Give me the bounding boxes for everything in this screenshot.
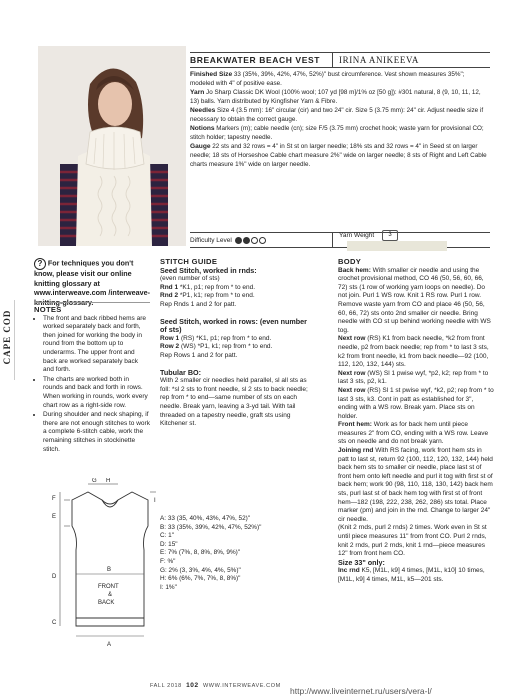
page-number: 102	[186, 682, 199, 689]
spec-gauge: Gauge 22 sts and 32 rows = 4" in St st on larger needle; 18% sts and 32 rows = 4" in Seed st on larger needle; 18 sts of Horseshoe Cable chart measure 2%" wide on larger needle; 8 sts of Right and Left Cable charts measure 1%" wide on larger needle.	[190, 143, 487, 168]
spec-notions: Notions Markers (m); cable needle (cn); size F/5 (3.75 mm) crochet hook; waste yarn for provisional CO; stitch holder; tapestry needle.	[190, 125, 484, 141]
model-photo	[38, 46, 186, 246]
measurement: E: 7% (7%, 8, 8%, 8%, 9%)"	[160, 549, 241, 557]
body-paragraph: Joining rnd With RS facing, work front hem sts in patt to last st, return 92 (100, 112, 120, 132, 144) held back hem sts to smaller cir needle, place last st of front hem onto left needle and purl it tog with first st of back hem; work 90 (98, 110, 118, 130, 142) back hem sts, purl last st of back hem tog with first st of front hem—182 (198, 222, 238, 262, 286) sts total. Place marker (pm) and join in the rnd. Change to larger 24" cir needle.	[338, 447, 493, 523]
yarn-weight-icon: 3	[382, 230, 398, 241]
page-footer	[150, 682, 281, 689]
pattern-title-bar	[190, 52, 490, 68]
measurement: H: 6% (6%, 7%, 7%, 8, 8%)"	[160, 575, 241, 583]
designer-name: IRINA ANIKEEVA	[339, 55, 419, 65]
spec-finished-size: Finished Size 33 (35%, 39%, 42%, 47%, 52%)" bust circumference. Vest shown measures 35%"; modeled with 4" of positive ease.	[190, 71, 465, 87]
body-paragraph: Inc rnd K5, [M1L, k9] 4 times, [M1L, k10] 10 times, [M1L, k9] 4 times, M1L, k5—201 sts.	[338, 567, 485, 583]
seed-rnds-sub: (even number of sts)	[160, 275, 220, 283]
footer-site: WWW.INTERWEAVE.COM	[203, 683, 281, 689]
schematic-letter: E	[52, 514, 57, 520]
notes-title: NOTES	[34, 305, 62, 314]
seed-row-line: Row 1 (RS) *K1, p1; rep from * to end.	[160, 334, 272, 342]
difficulty-dot-empty-icon	[251, 237, 258, 244]
seed-rows-title: Seed Stitch, worked in rows: (even number of sts)	[160, 316, 307, 335]
difficulty-level: Difficulty Level	[190, 233, 333, 247]
schematic-letter: H	[106, 478, 111, 484]
body-instructions	[338, 258, 494, 585]
footer-season: FALL 2018	[150, 683, 182, 689]
schematic-letter: C	[52, 620, 57, 626]
body-paragraph: Next row (WS) Sl 1 pwise wyf, *p2, k2; rep from * to last 3 sts, p2, k1.	[338, 369, 489, 386]
note-item: • The charts are worked both in rounds and back and forth in rows. When working in rounds, work every chart row as a right-side row.	[43, 376, 150, 410]
yarn-swatch	[347, 241, 447, 251]
difficulty-dot-filled-icon	[243, 237, 250, 244]
stitch-guide	[160, 258, 310, 429]
schematic-diagram	[50, 478, 160, 653]
measurement: G: 2% (3, 3%, 4%, 4%, 5%)"	[160, 566, 241, 574]
pattern-title: BREAKWATER BEACH VEST	[190, 53, 333, 67]
measurement: D: 15"	[160, 540, 178, 548]
note-item: • During shoulder and neck shaping, if there are not enough stitches to work a complete 6-stitch cable, work the remaining stitches in stockinette stitch.	[43, 411, 150, 454]
schematic-letter: F	[52, 496, 56, 502]
schematic-label: FRONT	[98, 584, 119, 590]
notes-section	[34, 306, 150, 455]
body-paragraph: Back hem: With smaller cir needle and using the crochet provisional method, CO 46 (50, 56, 60, 66, 72) sts (1 row of working yarn loops on needle). Do not join. Purl 1 WS row. Knit 1 RS row. Purl 1 row. Remove waste yarn from CO and place 46 (50, 56, 60, 66, 72) sts onto 2nd smaller cir needle. Bring needle with CO st up behind working needle with WS tog.	[338, 266, 491, 334]
measurement: B: 33 (35%, 39%, 42%, 47%, 52%)"	[160, 523, 262, 531]
schematic-label: BACK	[98, 600, 115, 606]
tubular-bo-text: With 2 smaller cir needles held parallel, sl all sts as foll: *sl 2 sts to front needle, sl 2 sts to back needle; rep from * to end—same number of sts on each needle. Break yarn, leaving a 3-yd tail. With tail threaded on a tapestry needle, graft sts using Kitchener st.	[160, 377, 308, 428]
schematic-letter: A	[107, 642, 112, 648]
body-paragraph: Front hem: Work as for back hem until piece measures 2" from CO, ending with a WS row. Leave sts on needle and do not break yarn.	[338, 421, 489, 446]
schematic-measurements	[160, 515, 261, 592]
seed-rnd-line: Rnd 1 *K1, p1; rep from * to end.	[160, 283, 256, 291]
difficulty-dot-filled-icon	[235, 237, 242, 244]
vest-schematic	[50, 478, 160, 653]
schematic-letter: D	[52, 574, 57, 580]
techniques-box	[34, 258, 150, 308]
watermark-url: http://www.liveinternet.ru/users/vera-l/	[290, 686, 432, 696]
body-paragraph: Next row (RS) Sl 1 st pwise wyf, *k2, p2; rep from * to last 3 sts, k3. Cont in patt as established for 3", ending with a WS row. Break yarn. Place sts on holder.	[338, 386, 494, 420]
question-icon: ?	[34, 258, 46, 270]
model-illustration	[38, 46, 186, 246]
schematic-label: &	[108, 592, 113, 598]
divider	[34, 302, 150, 303]
body-paragraph: Size 33" only:	[338, 557, 385, 567]
measurement: I: 1%"	[160, 583, 177, 591]
difficulty-bar	[190, 232, 490, 248]
section-side-tab: CAPE COD	[0, 300, 15, 380]
seed-row-line: Row 2 (WS) *P1, k1; rep from * to end.	[160, 343, 273, 351]
tubular-bo-title: Tubular BO:	[160, 367, 201, 377]
schematic-letter: I	[154, 498, 156, 504]
seed-rnds-title: Seed Stitch, worked in rnds:	[160, 265, 257, 275]
body-paragraph: (Knit 2 rnds, purl 2 rnds) 2 times. Work even in St st until piece measures 11" from front CO. Purl 2 rnds, knit 2 rnds, purl 2 rnds, knit 1 rnd—piece measures 12" from front hem CO.	[338, 524, 487, 558]
seed-row-line: Rep Rows 1 and 2 for patt.	[160, 351, 238, 359]
body-title: BODY	[338, 257, 362, 266]
pattern-specs	[190, 70, 490, 169]
note-item: • The front and back ribbed hems are worked separately back and forth, then joined for working the body in round from the bottom up to underarms. The upper front and back are worked separately back and forth.	[43, 315, 150, 375]
stitch-guide-title: STITCH GUIDE	[160, 257, 218, 266]
yarn-weight: Yarn Weight 3	[333, 230, 490, 251]
measurement: C: 1"	[160, 532, 174, 540]
schematic-letter: G	[92, 478, 97, 484]
difficulty-dot-empty-icon	[259, 237, 266, 244]
spec-yarn: Yarn Jo Sharp Classic DK Wool (100% wool; 107 yd [98 m]/1% oz [50 g]): #301 natural, 8 (9, 10, 11, 12, 13) balls. Yarn distributed by Kingfisher Yarn & Fibre.	[190, 89, 481, 105]
spec-needles: Needles Size 4 (3.5 mm): 16" circular (cir) and two 24" cir. Size 5 (3.75 mm): 24" cir. Adjust needle size if necessary to obtain the correct gauge.	[190, 107, 484, 123]
seed-rnd-line: Rep Rnds 1 and 2 for patt.	[160, 300, 237, 308]
measurement: A: 33 (35, 40%, 43%, 47%, 52)"	[160, 515, 251, 522]
body-paragraph: Next row (RS) K1 from back needle, *k2 from front needle, p2 from back needle; rep from * to last 3 sts, k2 from front needle, k1 from back needle—92 (100, 112, 120, 132, 144) sts.	[338, 335, 489, 369]
schematic-letter: B	[107, 567, 112, 573]
seed-rnd-line: Rnd 2 *P1, k1; rep from * to end.	[160, 292, 255, 300]
measurement: F: %"	[160, 557, 176, 565]
techniques-text: For techniques you don't know, please visit our online knitting glossary at www.interweave.com /interweave-knitting-glossary.	[34, 258, 150, 307]
